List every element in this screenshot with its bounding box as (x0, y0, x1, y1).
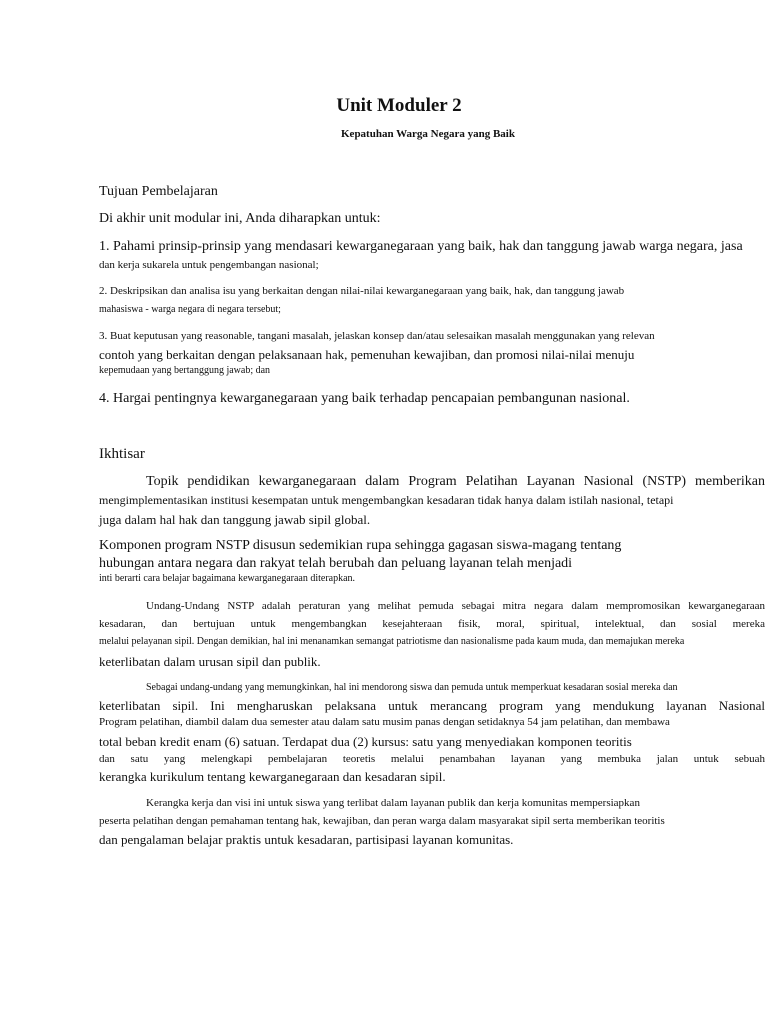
objective-3-line-2: contoh yang berkaitan dengan pelaksanaan hak, pemenuhan kewajiban, dan promosi nilai-nilai menuju (99, 347, 635, 362)
overview-p4-line-4: total beban kredit enam (6) satuan. Terdapat dua (2) kursus: satu yang menyediakan komponen teoritis (99, 734, 632, 749)
overview-p1-line-3: juga dalam hal hak dan tanggung jawab sipil global. (99, 512, 371, 527)
overview-p4-line-1: Sebagai undang-undang yang memungkinkan, hal ini mendorong siswa dan pemuda untuk memperkuat kesadaran sosial mereka dan (146, 682, 678, 693)
overview-p4-line-2: keterlibatan sipil. Ini mengharuskan pelaksana untuk merancang program yang mendukung layanan Nasional (99, 698, 765, 713)
overview-p5-line-1: Kerangka kerja dan visi ini untuk siswa yang terlibat dalam layanan publik dan kerja komunitas mempersiapkan (146, 797, 640, 809)
objective-1-line-2: dan kerja sukarela untuk pengembangan nasional; (99, 259, 319, 271)
document-title: Unit Moduler 2 (336, 95, 462, 116)
overview-p4-line-5: dan satu yang melengkapi pembelajaran teoretis melalui penambahan layanan yang membuka jalan untuk sebuah (99, 753, 765, 765)
overview-p1-line-2: mengimplementasikan institusi kesempatan untuk mengembangkan kesadaran tidak hanya dalam istilah nasional, tetapi (99, 493, 674, 507)
objective-2-line-2: mahasiswa - warga negara di negara tersebut; (99, 304, 281, 315)
overview-p3-line-3: melalui pelayanan sipil. Dengan demikian, hal ini menanamkan semangat patriotisme dan nasionalisme pada kaum muda, dan memajukan mereka (99, 636, 685, 647)
objective-1-line-1: 1. Pahami prinsip-prinsip yang mendasari kewarganegaraan yang baik, hak dan tanggung jawab warga negara, jasa (99, 239, 743, 254)
objective-3-line-3: kepemudaan yang bertanggung jawab; dan (99, 365, 271, 376)
overview-p4-line-6: kerangka kurikulum tentang kewarganegaraan dan kesadaran sipil. (99, 769, 446, 784)
overview-heading: Ikhtisar (99, 446, 145, 462)
objective-4: 4. Hargai pentingnya kewarganegaraan yang baik terhadap pencapaian pembangunan nasional. (99, 391, 630, 406)
overview-p3-line-1: Undang-Undang NSTP adalah peraturan yang melihat pemuda sebagai mitra negara dalam mempromosikan kewarganegaraan (146, 600, 765, 612)
objectives-heading: Tujuan Pembelajaran (99, 184, 218, 199)
overview-p1-line-1: Topik pendidikan kewarganegaraan dalam Program Pelatihan Layanan Nasional (NSTP) memberikan (146, 474, 765, 489)
overview-p5-line-2: peserta pelatihan dengan pemahaman tentang hak, kewajiban, dan peran warga dalam masyarakat sipil serta memberikan teoritis (99, 815, 665, 827)
objective-3-line-1: 3. Buat keputusan yang reasonable, tangani masalah, jelaskan konsep dan/atau selesaikan masalah menggunakan yang relevan (99, 330, 655, 342)
overview-p3-line-4: keterlibatan dalam urusan sipil dan publik. (99, 654, 321, 669)
overview-p5-line-3: dan pengalaman belajar praktis untuk kesadaran, partisipasi layanan komunitas. (99, 832, 514, 847)
overview-p2-line-2: hubungan antara negara dan rakyat telah berubah dan peluang layanan telah menjadi (99, 556, 573, 571)
overview-p2-line-3: inti berarti cara belajar bagaimana kewarganegaraan diterapkan. (99, 573, 356, 584)
overview-p3-line-2: kesadaran, dan bertujuan untuk mengembangkan kesejahteraan fisik, moral, spiritual, intelektual, dan sosial mereka (99, 618, 765, 630)
overview-p4-line-3: Program pelatihan, diambil dalam dua semester atau dalam satu musim panas dengan setidaknya 54 jam pelatihan, dan membawa (99, 716, 670, 728)
document-subtitle: Kepatuhan Warga Negara yang Baik (341, 128, 515, 140)
objectives-intro: Di akhir unit modular ini, Anda diharapkan untuk: (99, 211, 381, 226)
overview-p2-line-1: Komponen program NSTP disusun sedemikian rupa sehingga gagasan siswa-magang tentang (99, 538, 622, 553)
objective-2-line-1: 2. Deskripsikan dan analisa isu yang berkaitan dengan nilai-nilai kewarganegaraan yang baik, hak, dan tanggung jawab (99, 285, 625, 297)
